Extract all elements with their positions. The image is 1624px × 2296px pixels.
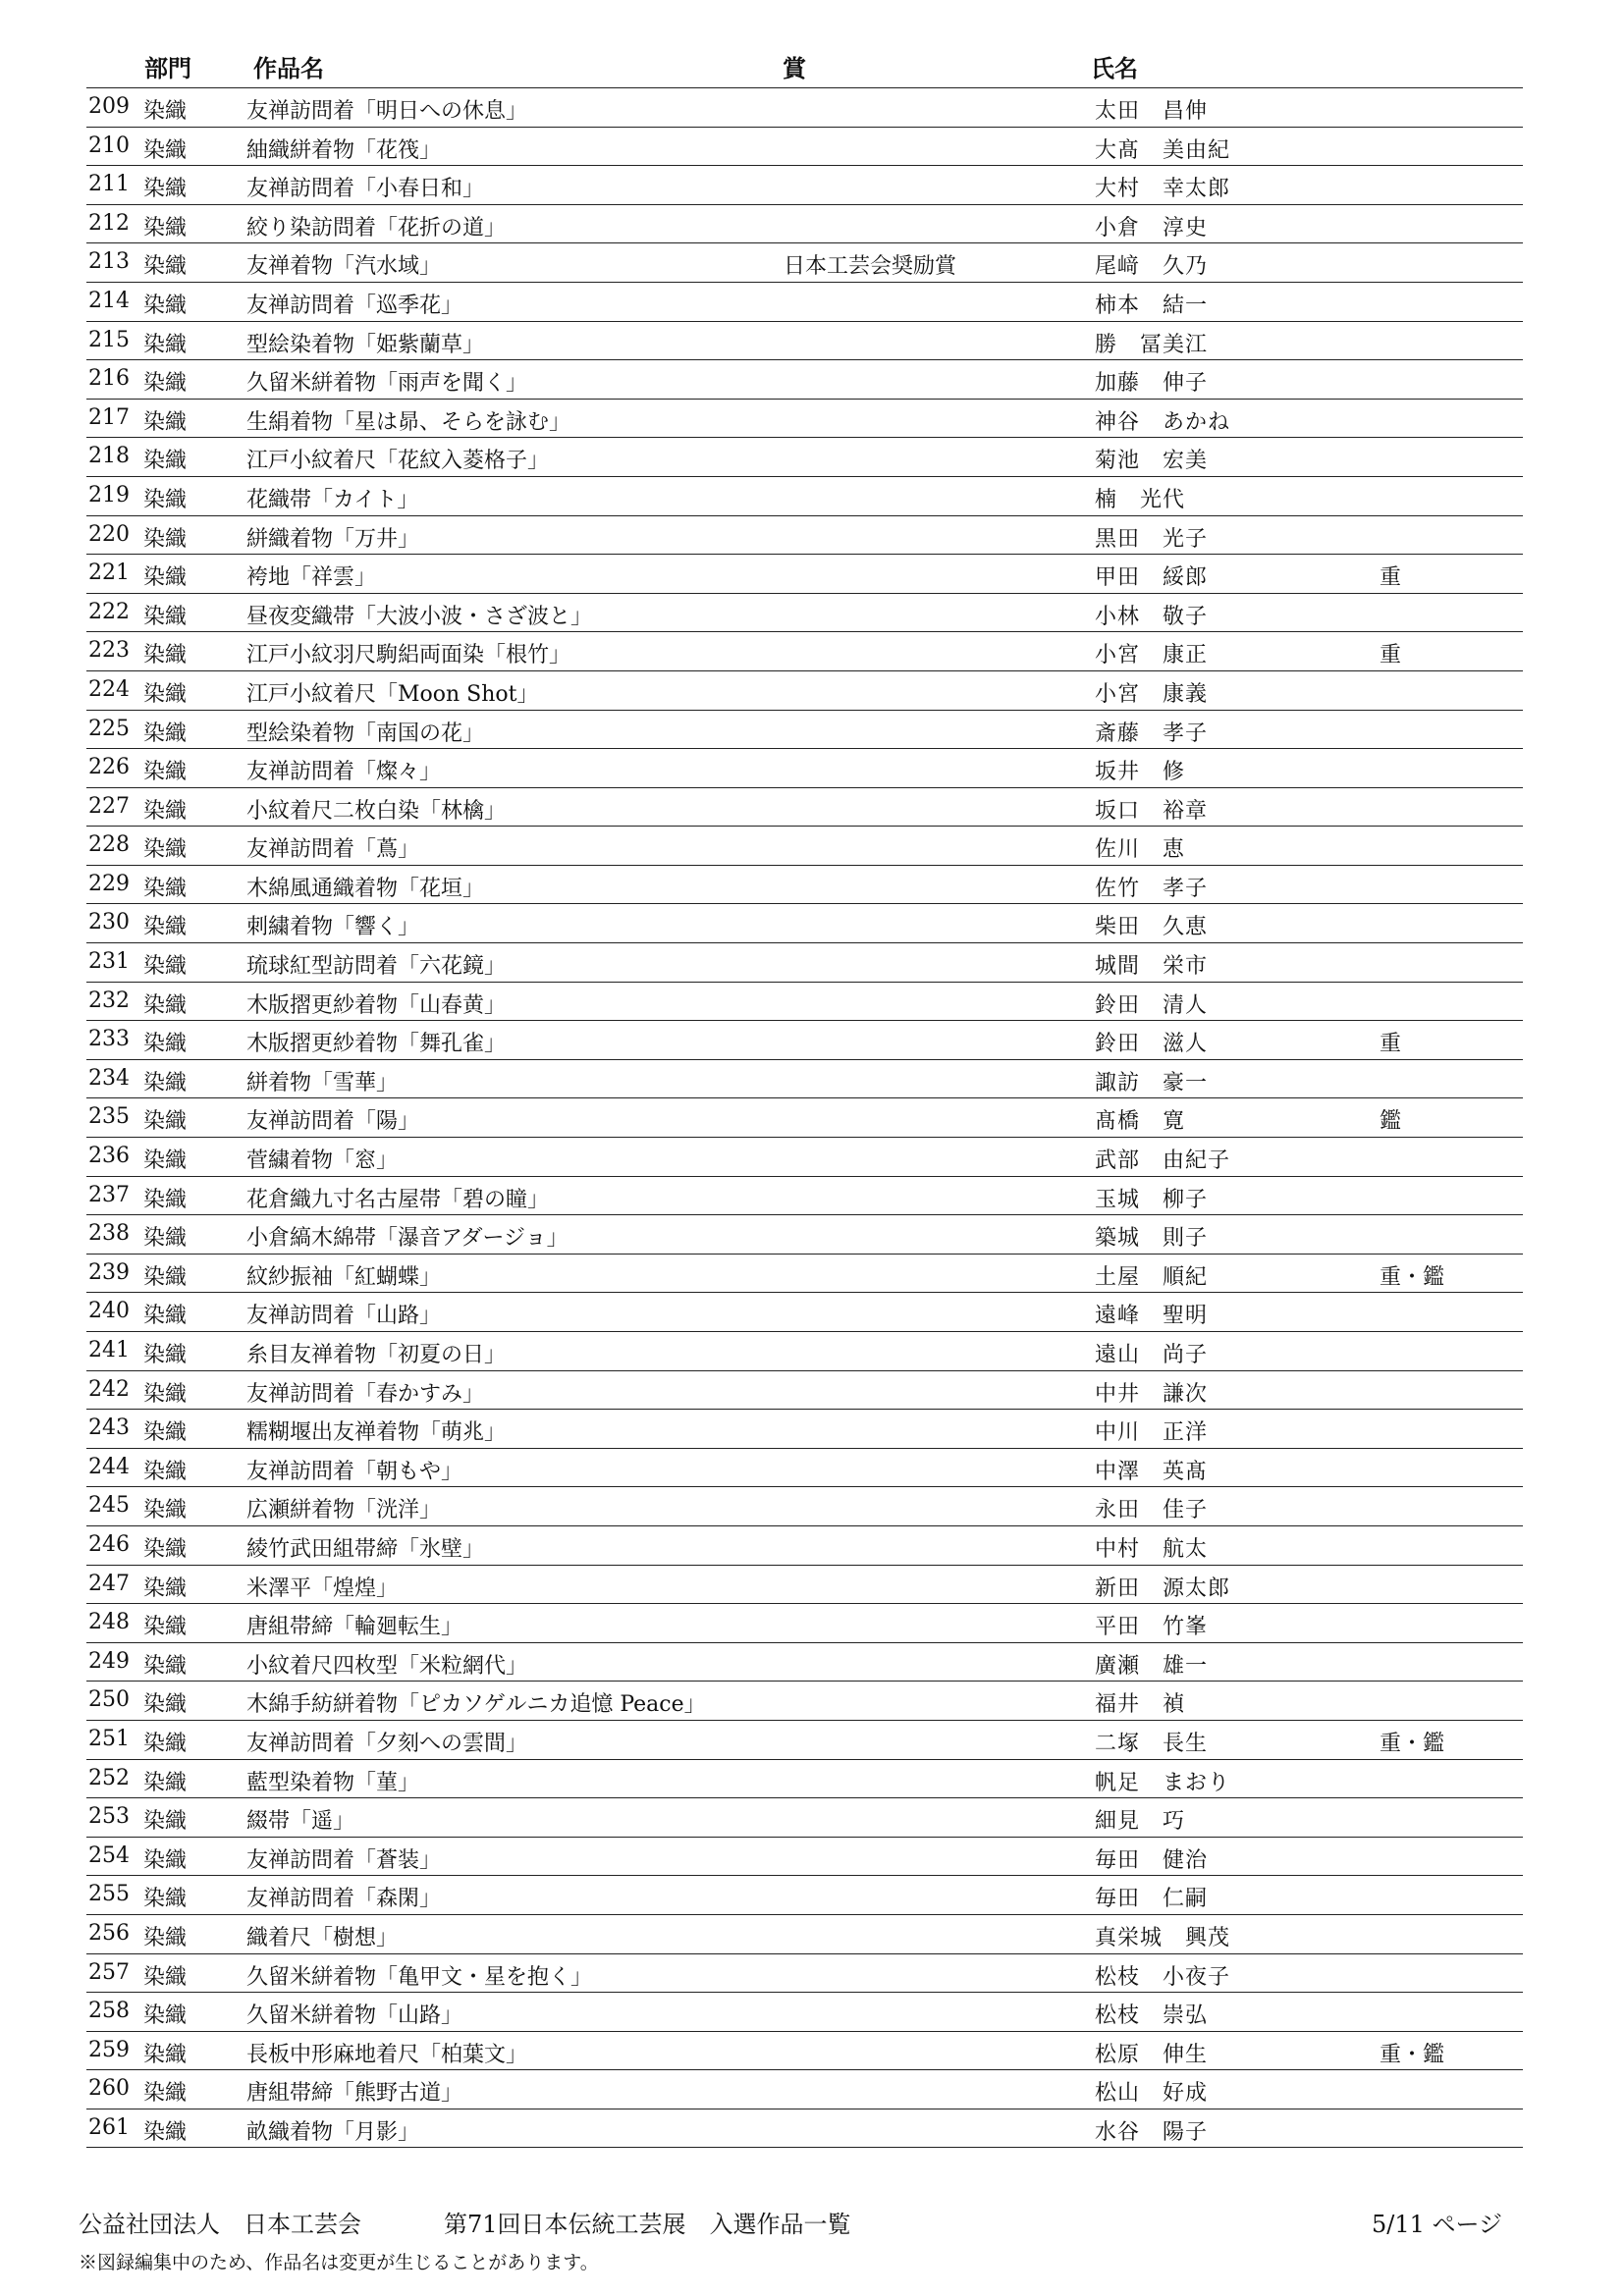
entry-mark: 重・鑑 (1380, 2042, 1445, 2067)
table-row (86, 632, 1523, 671)
entry-number: 228 (88, 832, 130, 858)
entry-title: 型絵染着物「姫紫蘭草」 (246, 332, 485, 357)
entry-name: 築城 則子 (1095, 1226, 1209, 1252)
entry-name: 諏訪 豪一 (1095, 1070, 1209, 1095)
entry-dept: 染織 (143, 1459, 188, 1484)
header-dept: 部門 (144, 54, 191, 82)
entry-name: 新田 源太郎 (1095, 1575, 1231, 1601)
entry-dept: 染織 (143, 1070, 188, 1095)
entry-mark: 重 (1380, 1032, 1402, 1057)
table-row (86, 711, 1523, 750)
entry-name: 鈴田 清人 (1095, 992, 1209, 1018)
entry-dept: 染織 (143, 954, 188, 980)
table-row (86, 983, 1523, 1022)
entry-number: 254 (88, 1842, 130, 1868)
entry-title: 友禅訪問着「燦々」 (246, 760, 442, 785)
entry-number: 259 (88, 2037, 130, 2062)
entry-number: 253 (88, 1804, 130, 1830)
footer-note: ※図録編集中のため、作品名は変更が生じることがあります。 (79, 2252, 599, 2273)
entry-dept: 染織 (143, 798, 188, 824)
entry-name: 帆足 まおり (1095, 1770, 1231, 1795)
entry-dept: 染織 (143, 177, 188, 202)
entry-dept: 染織 (143, 1381, 188, 1407)
entry-dept: 染織 (143, 643, 188, 668)
entry-title: 友禅訪問着「朝もや」 (246, 1459, 463, 1484)
entry-title: 花織帯「カイト」 (246, 487, 419, 512)
entry-dept: 染織 (143, 1264, 188, 1290)
entry-name: 神谷 あかね (1095, 409, 1231, 435)
entry-name: 細見 巧 (1095, 1809, 1186, 1835)
entry-title: 小紋着尺四枚型「米粒網代」 (246, 1653, 528, 1679)
entry-name: 佐竹 孝子 (1095, 876, 1209, 901)
table-row (86, 1993, 1523, 2032)
entry-dept: 染織 (143, 837, 188, 863)
entry-name: 遠峰 聖明 (1095, 1304, 1209, 1329)
entry-dept: 染織 (143, 1536, 188, 1562)
table-row (86, 400, 1523, 439)
entry-number: 213 (88, 249, 130, 275)
entry-title: 木綿風通織着物「花垣」 (246, 876, 485, 901)
table-row (86, 1604, 1523, 1643)
table-row (86, 1410, 1523, 1449)
entry-name: 柴田 久恵 (1095, 915, 1209, 940)
entry-title: 友禅訪問着「巡季花」 (246, 293, 463, 318)
entry-dept: 染織 (143, 2081, 188, 2107)
entry-dept: 染織 (143, 1653, 188, 1679)
table-row (86, 827, 1523, 866)
entry-title: 長板中形麻地着尺「柏葉文」 (246, 2042, 528, 2067)
entry-mark: 重・鑑 (1380, 1264, 1445, 1290)
entry-title: 生絹着物「星は昴、そらを詠む」 (246, 409, 571, 435)
entry-title: 友禅訪問着「森閑」 (246, 1887, 442, 1912)
entry-title: 織着尺「樹想」 (246, 1925, 399, 1950)
entry-number: 236 (88, 1144, 130, 1169)
table-row (86, 2109, 1523, 2149)
entry-dept: 染織 (143, 1226, 188, 1252)
entry-title: 刺繍着物「響く」 (246, 915, 420, 940)
entry-number: 214 (88, 288, 130, 313)
entry-title: 久留米絣着物「山路」 (246, 2003, 463, 2029)
entry-title: 藍型染着物「菫」 (246, 1770, 420, 1795)
entry-number: 261 (88, 2114, 130, 2140)
entry-name: 太田 昌伸 (1095, 99, 1209, 124)
table-row (86, 1526, 1523, 1566)
entry-title: 友禅訪問着「明日への休息」 (246, 99, 528, 124)
entry-dept: 染織 (143, 1925, 188, 1950)
entry-dept: 染織 (143, 1809, 188, 1835)
table-row (86, 128, 1523, 167)
entry-title: 唐組帯締「輪廻転生」 (246, 1615, 463, 1640)
entry-name: 武部 由紀子 (1095, 1148, 1231, 1174)
entry-dept: 染織 (143, 137, 188, 163)
entry-name: 永田 佳子 (1095, 1498, 1209, 1523)
entry-number: 232 (88, 988, 130, 1013)
entry-name: 遠山 尚子 (1095, 1343, 1209, 1367)
entry-number: 239 (88, 1259, 130, 1285)
entry-number: 233 (88, 1027, 130, 1052)
entry-title: 昼夜変織帯「大波小波・さざ波と」 (246, 604, 593, 629)
entry-name: 柿本 結一 (1095, 293, 1209, 318)
entry-number: 234 (88, 1065, 130, 1091)
table-row (86, 1255, 1523, 1294)
entry-name: 黒田 光子 (1095, 526, 1209, 552)
entry-number: 209 (88, 94, 130, 119)
entry-number: 240 (88, 1299, 130, 1324)
table-row (86, 477, 1523, 516)
entry-number: 255 (88, 1882, 130, 1907)
entry-name: 尾﨑 久乃 (1095, 254, 1209, 280)
entry-dept: 染織 (143, 293, 188, 318)
entry-name: 毎田 仁嗣 (1095, 1887, 1209, 1912)
entry-name: 真栄城 興茂 (1095, 1925, 1231, 1950)
entry-title: 友禅訪問着「蒼装」 (246, 1847, 442, 1873)
entry-name: 松山 好成 (1095, 2081, 1209, 2107)
entry-dept: 染織 (143, 215, 188, 240)
entry-mark: 鑑 (1380, 1109, 1402, 1135)
entry-title: 紋紗振袖「紅蝴蝶」 (246, 1264, 442, 1290)
table-row (86, 1487, 1523, 1526)
entry-name: 楠 光代 (1095, 487, 1186, 512)
entry-name: 中村 航太 (1095, 1536, 1209, 1562)
table-row (86, 1371, 1523, 1411)
entry-dept: 染織 (143, 1770, 188, 1795)
entry-name: 二塚 長生 (1095, 1731, 1209, 1756)
table-row (86, 1760, 1523, 1799)
table-row (86, 1643, 1523, 1682)
entry-title: 広瀬絣着物「洸洋」 (246, 1498, 442, 1523)
entry-number: 245 (88, 1493, 130, 1519)
entry-dept: 染織 (143, 721, 188, 746)
entry-name: 甲田 綏郎 (1095, 565, 1209, 591)
table-row (86, 1293, 1523, 1332)
table-row (86, 2032, 1523, 2071)
entry-number: 243 (88, 1415, 130, 1441)
entry-name: 玉城 柳子 (1095, 1187, 1209, 1212)
entry-number: 231 (88, 949, 130, 975)
entry-dept: 染織 (143, 992, 188, 1018)
table-row (86, 1721, 1523, 1760)
table-header (0, 41, 1624, 84)
table-row (86, 904, 1523, 943)
entry-number: 257 (88, 1959, 130, 1985)
table-row (86, 322, 1523, 361)
entry-dept: 染織 (143, 1109, 188, 1135)
table-row (86, 438, 1523, 477)
entry-number: 252 (88, 1765, 130, 1790)
entry-dept: 染織 (143, 1420, 188, 1446)
entry-number: 210 (88, 133, 130, 158)
table-row (86, 88, 1523, 128)
table-row (86, 1060, 1523, 1099)
entry-name: 水谷 陽子 (1095, 2119, 1209, 2145)
entry-title: 江戸小紋着尺「花紋入菱格子」 (246, 449, 550, 474)
entry-name: 加藤 伸子 (1095, 371, 1209, 397)
table-row (86, 1566, 1523, 1605)
entry-title: 江戸小紋羽尺駒絽両面染「根竹」 (246, 643, 571, 668)
entry-title: 友禅訪問着「陽」 (246, 1109, 420, 1135)
entry-number: 222 (88, 599, 130, 624)
entry-name: 大髙 美由紀 (1095, 137, 1231, 163)
entry-name: 廣瀬 雄一 (1095, 1653, 1209, 1679)
entry-name: 中川 正洋 (1095, 1420, 1209, 1446)
entry-number: 258 (88, 1999, 130, 2024)
entry-title: 友禅訪問着「夕刻への雲間」 (246, 1731, 528, 1756)
entry-title: 米澤平「煌煌」 (246, 1575, 399, 1601)
entry-number: 256 (88, 1920, 130, 1946)
entry-dept: 染織 (143, 1343, 188, 1367)
table-row (86, 1177, 1523, 1216)
entry-number: 248 (88, 1610, 130, 1635)
entry-number: 249 (88, 1648, 130, 1674)
entry-dept: 染織 (143, 2003, 188, 2029)
entry-number: 260 (88, 2076, 130, 2102)
entry-number: 237 (88, 1182, 130, 1207)
entry-title: 小倉縞木綿帯「瀑音アダージョ」 (246, 1226, 568, 1252)
entry-title: 友禅訪問着「小春日和」 (246, 177, 485, 202)
entry-mark: 重 (1380, 643, 1402, 668)
header-name: 氏名 (1091, 54, 1138, 82)
entry-number: 229 (88, 871, 130, 896)
table-row (86, 788, 1523, 828)
entry-name: 松原 伸生 (1095, 2042, 1209, 2067)
table-row (86, 555, 1523, 594)
entry-dept: 染織 (143, 409, 188, 435)
entry-title: 友禅着物「汽水域」 (246, 254, 442, 280)
entry-dept: 染織 (143, 1187, 188, 1212)
footer-org: 公益社団法人 日本工芸会 (79, 2211, 361, 2238)
entry-number: 250 (88, 1687, 130, 1713)
entry-title: 菅繍着物「窓」 (246, 1148, 399, 1174)
entry-dept: 染織 (143, 2119, 188, 2145)
entry-title: 糸目友禅着物「初夏の日」 (246, 1343, 507, 1367)
table-row (86, 283, 1523, 322)
entry-name: 菊池 宏美 (1095, 449, 1209, 474)
entry-dept: 染織 (143, 915, 188, 940)
table-row (86, 516, 1523, 556)
entry-dept: 染織 (143, 1498, 188, 1523)
entry-number: 238 (88, 1221, 130, 1247)
entry-dept: 染織 (143, 1615, 188, 1640)
entry-dept: 染織 (143, 1731, 188, 1756)
entry-number: 241 (88, 1338, 130, 1362)
entry-number: 219 (88, 482, 130, 507)
entry-number: 225 (88, 716, 130, 741)
table-row (86, 1954, 1523, 1994)
entry-number: 242 (88, 1376, 130, 1402)
entry-name: 毎田 健治 (1095, 1847, 1209, 1873)
entry-title: 絞り染訪問着「花折の道」 (246, 215, 507, 240)
entry-dept: 染織 (143, 254, 188, 280)
entry-name: 小宮 康正 (1095, 643, 1209, 668)
entry-dept: 染織 (143, 526, 188, 552)
entry-title: 袴地「祥雲」 (246, 565, 377, 591)
entry-dept: 染織 (143, 1575, 188, 1601)
table-row (86, 243, 1523, 283)
entry-dept: 染織 (143, 487, 188, 512)
table-row (86, 1138, 1523, 1177)
table-row (86, 166, 1523, 205)
entry-dept: 染織 (143, 565, 188, 591)
entry-title: 綴帯「遥」 (246, 1809, 355, 1835)
table-row (86, 594, 1523, 633)
entry-number: 227 (88, 793, 130, 819)
entry-name: 大村 幸太郎 (1095, 177, 1231, 202)
entry-dept: 染織 (143, 2042, 188, 2067)
entry-title: 友禅訪問着「春かすみ」 (246, 1381, 485, 1407)
entry-title: 久留米絣着物「雨声を聞く」 (246, 371, 528, 397)
entry-number: 215 (88, 327, 130, 352)
footer (79, 2205, 1512, 2238)
entry-dept: 染織 (143, 681, 188, 707)
table-row (86, 1682, 1523, 1721)
table-row (86, 749, 1523, 788)
entry-title: 木綿手紡絣着物「ピカソゲルニカ追憶 Peace」 (246, 1692, 706, 1718)
table-row (86, 1915, 1523, 1954)
entry-name: 小倉 淳史 (1095, 215, 1209, 240)
entry-mark: 重・鑑 (1380, 1731, 1445, 1756)
entry-dept: 染織 (143, 99, 188, 124)
entry-dept: 染織 (143, 1887, 188, 1912)
entry-dept: 染織 (143, 332, 188, 357)
entry-name: 髙橋 寛 (1095, 1109, 1186, 1135)
entry-dept: 染織 (143, 876, 188, 901)
entry-name: 鈴田 滋人 (1095, 1032, 1209, 1057)
entries-table (86, 88, 1523, 2148)
table-row (86, 360, 1523, 400)
entry-title: 絣織着物「万井」 (246, 526, 420, 552)
entry-number: 211 (88, 172, 130, 197)
entry-title: 友禅訪問着「山路」 (246, 1304, 442, 1329)
table-row (86, 2070, 1523, 2109)
table-row (86, 1449, 1523, 1488)
table-row (86, 1098, 1523, 1138)
entry-number: 246 (88, 1531, 130, 1557)
entry-title: 花倉織九寸名古屋帯「碧の瞳」 (246, 1187, 550, 1212)
page-number: 5/11 ページ (1372, 2211, 1503, 2238)
entry-title: 唐組帯締「熊野古道」 (246, 2081, 463, 2107)
entry-title: 友禅訪問着「蔦」 (246, 837, 420, 863)
entry-name: 中井 謙次 (1095, 1381, 1209, 1407)
entry-number: 251 (88, 1726, 130, 1751)
entry-name: 坂口 裕章 (1095, 798, 1209, 824)
entry-name: 斎藤 孝子 (1095, 721, 1209, 746)
entry-title: 江戸小紋着尺「Moon Shot」 (246, 681, 539, 707)
table-row (86, 1021, 1523, 1060)
entry-name: 平田 竹峯 (1095, 1615, 1209, 1640)
entry-number: 221 (88, 561, 130, 586)
header-award: 賞 (783, 54, 806, 82)
entry-number: 244 (88, 1454, 130, 1479)
entry-dept: 染織 (143, 1964, 188, 1990)
table-row (86, 943, 1523, 983)
entry-name: 福井 禎 (1095, 1692, 1186, 1718)
entry-dept: 染織 (143, 1148, 188, 1174)
table-row (86, 1332, 1523, 1371)
entry-title: 木版摺更紗着物「舞孔雀」 (246, 1032, 507, 1057)
entry-dept: 染織 (143, 1032, 188, 1057)
entry-title: 木版摺更紗着物「山春黄」 (246, 992, 507, 1018)
entry-name: 松枝 小夜子 (1095, 1964, 1231, 1990)
entry-title: 久留米絣着物「亀甲文・星を抱く」 (246, 1964, 593, 1990)
entry-number: 235 (88, 1104, 130, 1130)
entry-number: 230 (88, 910, 130, 935)
entry-number: 226 (88, 755, 130, 780)
entry-name: 中澤 英髙 (1095, 1459, 1209, 1484)
entry-dept: 染織 (143, 1304, 188, 1329)
entry-name: 小宮 康義 (1095, 681, 1209, 707)
entry-dept: 染織 (143, 1847, 188, 1873)
entry-number: 212 (88, 210, 130, 236)
table-row (86, 1876, 1523, 1915)
entry-title: 畝織着物「月影」 (246, 2119, 420, 2145)
entry-award: 日本工芸会奨励賞 (784, 254, 957, 280)
entry-name: 土屋 順紀 (1095, 1264, 1209, 1290)
entry-number: 247 (88, 1571, 130, 1596)
entry-mark: 重 (1380, 565, 1402, 591)
entry-number: 220 (88, 521, 130, 547)
entry-title: 型絵染着物「南国の花」 (246, 721, 485, 746)
entry-number: 218 (88, 444, 130, 469)
entry-name: 勝 冨美江 (1095, 332, 1209, 357)
entry-name: 小林 敬子 (1095, 604, 1209, 629)
footer-exhibition: 第71回日本伝統工芸展 入選作品一覧 (444, 2211, 851, 2238)
entry-title: 琉球紅型訪問着「六花鏡」 (246, 954, 507, 980)
table-row (86, 671, 1523, 711)
entry-title: 紬織絣着物「花筏」 (246, 137, 442, 163)
table-row (86, 1838, 1523, 1877)
entry-name: 佐川 恵 (1095, 837, 1186, 863)
table-row (86, 1798, 1523, 1838)
table-row (86, 1215, 1523, 1255)
entry-number: 224 (88, 676, 130, 702)
entry-dept: 染織 (143, 449, 188, 474)
header-title: 作品名 (253, 54, 324, 82)
entry-name: 松枝 崇弘 (1095, 2003, 1209, 2029)
entry-dept: 染織 (143, 760, 188, 785)
entry-name: 城間 栄市 (1095, 954, 1209, 980)
entry-dept: 染織 (143, 604, 188, 629)
entry-dept: 染織 (143, 1692, 188, 1718)
table-row (86, 866, 1523, 905)
entry-title: 糯糊堰出友禅着物「萌兆」 (246, 1420, 507, 1446)
entry-name: 坂井 修 (1095, 760, 1186, 785)
entry-number: 223 (88, 638, 130, 664)
entry-number: 216 (88, 366, 130, 392)
entry-title: 小紋着尺二枚白染「林檎」 (246, 798, 507, 824)
entry-title: 絣着物「雪華」 (246, 1070, 399, 1095)
entry-dept: 染織 (143, 371, 188, 397)
entry-number: 217 (88, 404, 130, 430)
entry-title: 綾竹武田組帯締「氷壁」 (246, 1536, 485, 1562)
table-row (86, 205, 1523, 244)
